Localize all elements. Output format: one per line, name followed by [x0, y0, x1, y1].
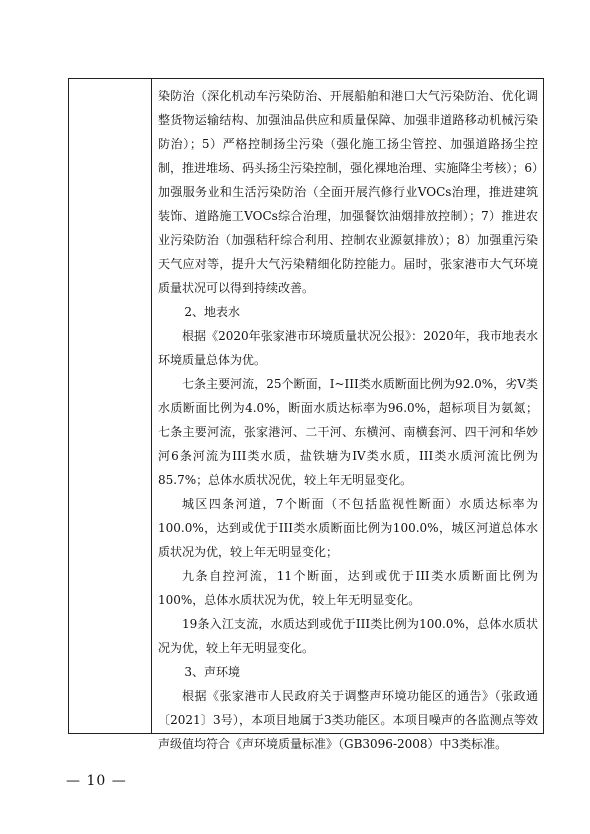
paragraph-air-measures: 染防治（深化机动车污染防治、开展船舶和港口大气污染防治、优化调整货物运输结构、加强油品供应和质量保障、加强非道路移动机械污染防治）；5）严格控制扬尘污染（强化施工扬尘管控、加强道路扬尘控制，推进堆场、码头扬尘污染控制，强化裸地治理、实施降尘考核）；6）加强服务业和生活污染防治（全面开展汽修行业VOCs治理，推进建筑装饰、道路施工VOCs综合治理，加强餐饮油烟排放控制）；7）推进农业污染防治（加强秸秆综合利用、控制农业源氨排放）；8）加强重污染天气应对等，提升大气污染精细化防控能力。届时，张家港市大气环境质量状况可以得到持续改善。 — [158, 89, 538, 295]
heading-surface-water: 2、地表水 — [184, 305, 241, 319]
paragraph-tributaries: 19条入江支流，水质达到或优于III类比例为100.0%，总体水质状况为优，较上年无明显变化。 — [158, 617, 538, 655]
paragraph-nine-rivers: 九条自控河流，11个断面，达到或优于III类水质断面比例为100%，总体水质状况为优，较上年无明显变化。 — [158, 569, 538, 607]
heading-acoustic-environment: 3、声环境 — [184, 665, 241, 679]
paragraph-noise-zone: 根据《张家港市人民政府关于调整声环境功能区的通告》（张政通〔2021〕3号），本项目地属于3类功能区。本项目噪声的各监测点等效声级值均符合《声环境质量标准》（GB3096-2008）中3类标准。 — [158, 689, 538, 751]
page-number: — 10 — — [66, 773, 127, 789]
column-divider — [151, 78, 152, 734]
paragraph-urban-channels: 城区四条河道，7个断面（不包括监视性断面）水质达标率为100.0%，达到或优于III类水质断面比例为100.0%，城区河道总体水质状况为优，较上年无明显变化； — [158, 497, 538, 559]
paragraph-seven-rivers: 七条主要河流，25个断面，I~III类水质断面比例为92.0%，劣V类水质断面比例为4.0%，断面水质达标率为96.0%，超标项目为氨氮；七条主要河流，张家港河、二干河、东横河、南横套河、四干河和华妙河6条河流为III类水质，盐铁塘为IV类水质，III类水质河流比例为85.7%；总体水质状况优，较上年无明显变化。 — [158, 377, 538, 487]
table-content-cell — [158, 84, 538, 756]
paragraph-water-bulletin: 根据《2020年张家港市环境质量状况公报》：2020年，我市地表水环境质量总体为优。 — [158, 329, 538, 367]
